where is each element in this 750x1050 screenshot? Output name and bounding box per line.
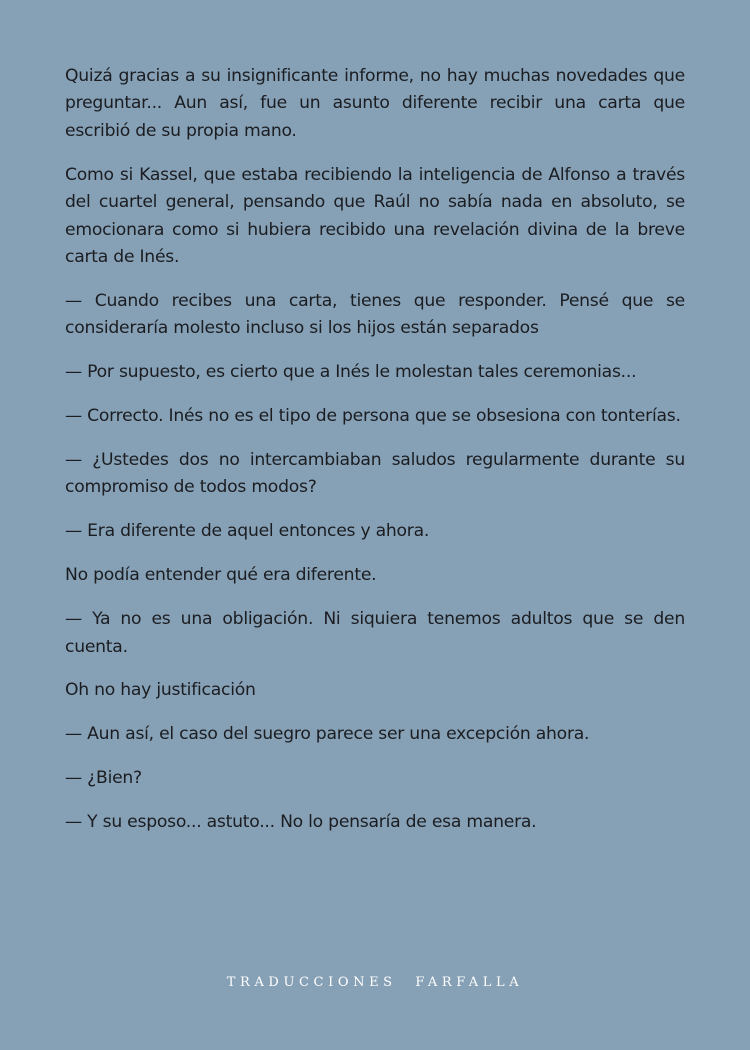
dialogue-line: — Aun así, el caso del suegro parece ser una excepción ahora. bbox=[65, 724, 590, 745]
dialogue-line: — Correcto. Inés no es el tipo de persona que se obsesiona con tonterías. bbox=[65, 406, 681, 427]
dialogue-line: — Y su esposo... astuto... No lo pensaría de esa manera. bbox=[65, 812, 537, 833]
paragraph: No podía entender qué era diferente. bbox=[65, 565, 377, 586]
dialogue-line: — ¿Bien? bbox=[65, 768, 142, 789]
dialogue-line: — ¿Ustedes dos no intercambiaban saludos regularmente durante su compromiso de todos modos? bbox=[65, 449, 685, 498]
dialogue-line: — Era diferente de aquel entonces y ahora. bbox=[65, 521, 430, 542]
dialogue-line: — Por supuesto, es cierto que a Inés le molestan tales ceremonias... bbox=[65, 362, 637, 383]
paragraph: Como si Kassel, que estaba recibiendo la inteligencia de Alfonso a través del cuartel general, pensando que Raúl no sabía nada en absoluto, se emocionara como si hubiera recibido una revelación divina de la breve carta de Inés. bbox=[65, 164, 685, 267]
footer-credit: TRADUCCIONES FARFALLA bbox=[226, 975, 524, 990]
dialogue-line: — Cuando recibes una carta, tienes que responder. Pensé que se consideraría molesto incluso si los hijos están separados bbox=[65, 290, 685, 339]
dialogue-line: — Ya no es una obligación. Ni siquiera tenemos adultos que se den cuenta. bbox=[65, 609, 685, 657]
paragraph: Quizá gracias a su insignificante informe, no hay muchas novedades que preguntar... Aun así, fue un asunto diferente recibir una carta que escribió de su propia mano. bbox=[65, 66, 685, 141]
paragraph: Oh no hay justificación bbox=[65, 680, 256, 701]
document-body bbox=[65, 63, 685, 853]
